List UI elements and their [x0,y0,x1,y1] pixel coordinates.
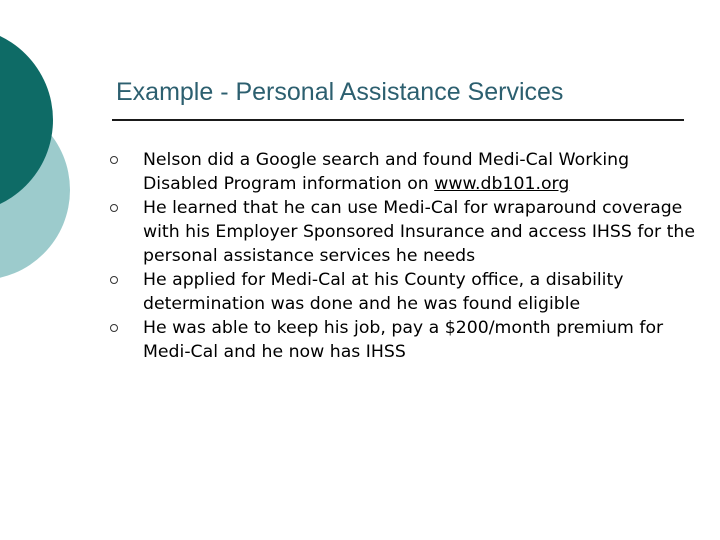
decorative-circles [0,0,120,300]
slide-title: Example - Personal Assistance Services [116,78,564,106]
bullet-text: He learned that he can use Medi-Cal for wraparound coverage with his Employer Sponsored Insurance and access IHSS for the personal assistance services he needs [143,198,695,266]
bullet-item [107,316,697,364]
bullet-list [107,148,697,364]
bullet-circle-icon [110,156,118,164]
bullet-item [107,196,697,268]
title-underline [112,119,684,121]
bullet-circle-icon [110,276,118,284]
bullet-circle-icon [110,324,118,332]
bullet-item [107,148,697,196]
bullet-text: He applied for Medi-Cal at his County office, a disability determination was done and he was found eligible [143,270,624,314]
bullet-text: Nelson did a Google search and found Medi-Cal Working Disabled Program information on [143,150,630,194]
website-link[interactable]: www.db101.org [434,174,570,194]
bullet-circle-icon [110,204,118,212]
bullet-item [107,268,697,316]
bullet-text: He was able to keep his job, pay a $200/month premium for Medi-Cal and he now has IHSS [143,318,664,362]
